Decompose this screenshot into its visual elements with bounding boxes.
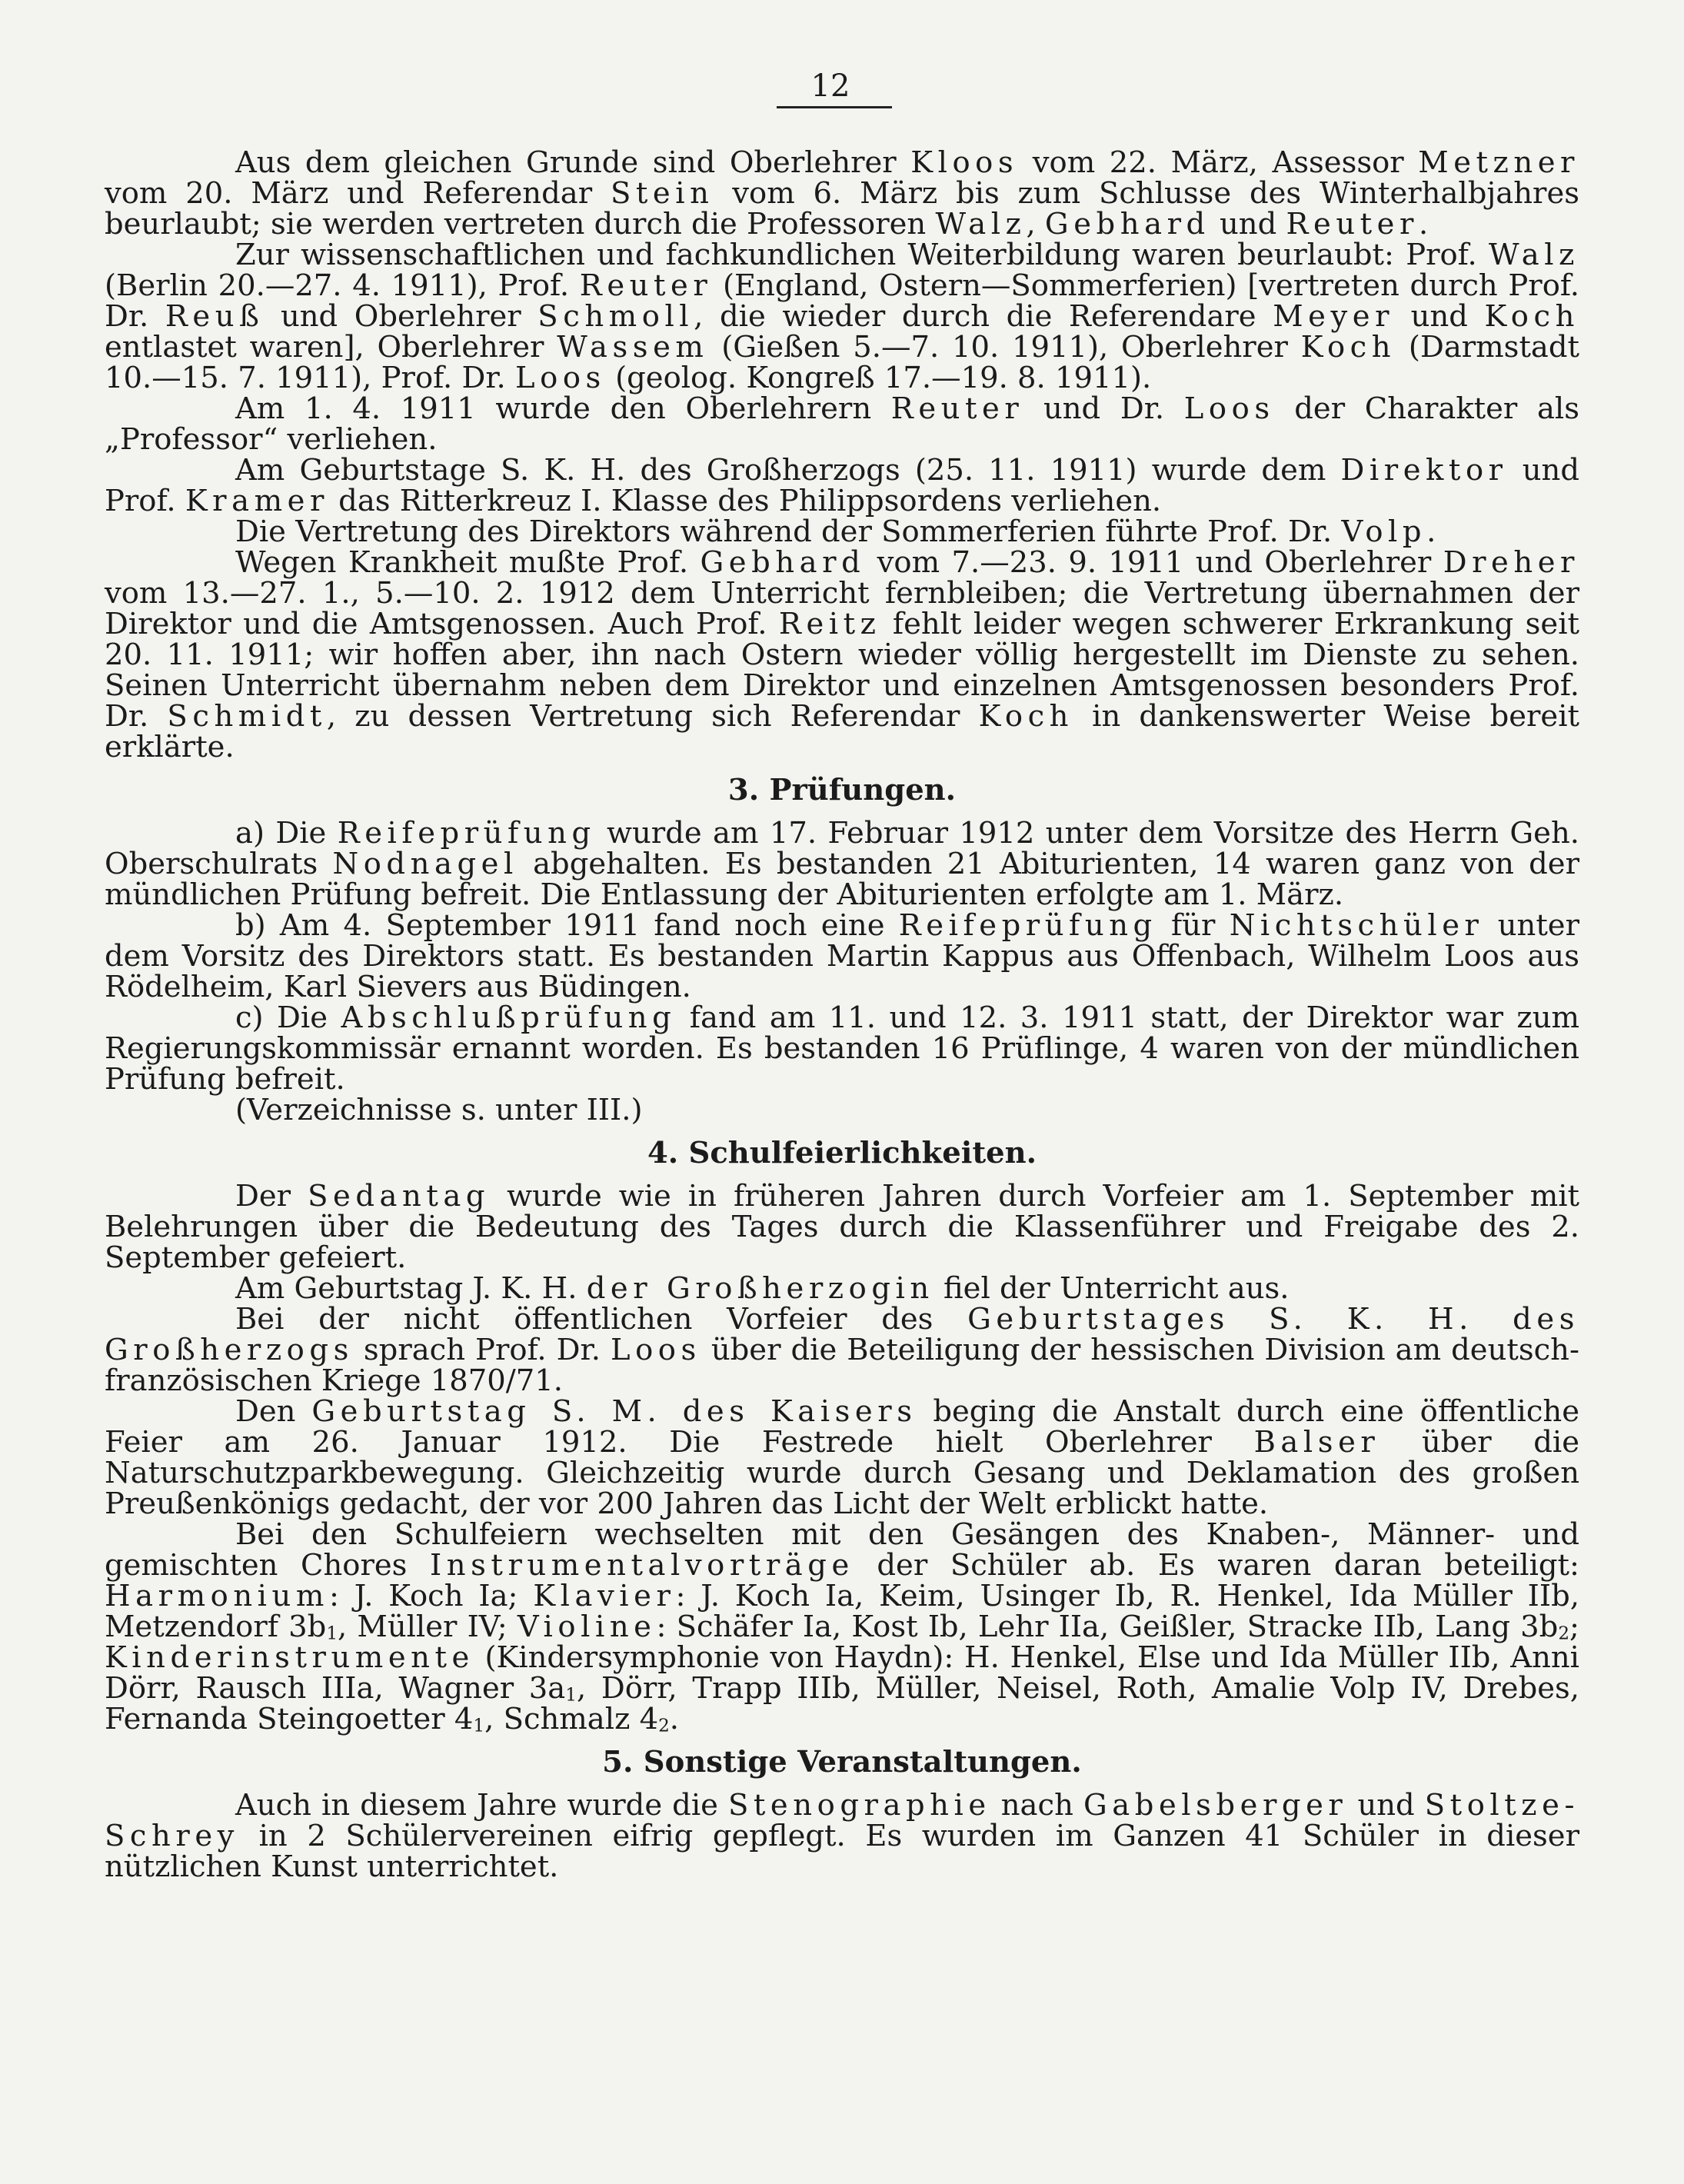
text-run: (Gießen 5.—7. 10. 1911), Oberlehrer <box>708 330 1301 365</box>
emphasized-text: Reifeprüfung <box>337 816 596 851</box>
emphasized-text: Wassem <box>557 330 709 365</box>
text-run: Wegen Krankheit mußte Prof. <box>235 545 701 580</box>
text-run: : J. Koch Ia; <box>328 1579 534 1613</box>
text-run: über die Naturschutzparkbewegung. Gleichzeitig wurde durch Gesang und Deklamation des großen Preußenkönigs gedacht, der vor 200 Jahren das Licht der Welt erblickt hatte. <box>105 1425 1579 1521</box>
paragraph <box>105 145 1580 241</box>
emphasized-text: Nodnagel <box>332 847 518 881</box>
section-heading: 4. Schulfeierlichkeiten. <box>647 1136 1037 1170</box>
text-run: Bei den Schulfeiern wechselten mit den Gesängen des Knaben-, Männer- und gemischten Chores <box>105 1517 1579 1583</box>
emphasized-text: Metzner <box>1418 145 1580 180</box>
subscript-text: 2 <box>658 1716 670 1736</box>
page-body <box>105 145 1580 1884</box>
emphasized-text: Reuter <box>579 268 713 303</box>
text-run: vom 13.—27. 1., 5.—10. 2. 1912 dem Unterricht fernbleiben; die Vertretung übernahmen der Direktor und die Amtsgenossen. Auch Prof. <box>105 576 1579 641</box>
emphasized-text: Sedantag <box>308 1179 491 1214</box>
text-run: Die Vertretung des Direktors während der Sommerferien führte Prof. Dr. <box>235 514 1342 549</box>
emphasized-text: Gebhard <box>1044 207 1210 241</box>
text-run: , die wieder durch die Referendare <box>694 299 1273 334</box>
text-run: fehlt leider wegen schwerer Erkrankung seit 20. 11. 1911; wir hoffen aber, ihn nach Ostern wieder völlig hergestellt im Dienste zu sehen. Seinen Unterricht übernahm neben dem Direktor und einzelnen Amtsgenossen besonders Prof. Dr. <box>105 607 1579 734</box>
text-run: . <box>1418 207 1429 241</box>
emphasized-text: Dreher <box>1443 545 1579 580</box>
paragraph <box>105 545 1579 764</box>
text-run: , <box>1026 207 1045 241</box>
text-run: der Charakter als „Professor“ verliehen. <box>105 391 1579 457</box>
emphasized-text: Schmidt <box>167 699 327 734</box>
emphasized-text: Instrumentalvorträge <box>430 1548 854 1583</box>
text-run: ; <box>1569 1610 1579 1644</box>
text-run: über die Beteiligung der hessischen Division am deutsch-französischen Kriege 1870/71. <box>105 1333 1579 1398</box>
text-run: vom 22. März, Assessor <box>1018 145 1419 180</box>
text-run: Am Geburtstag J. K. H. <box>235 1271 587 1306</box>
text-run: sprach Prof. Dr. <box>353 1333 611 1367</box>
emphasized-text: Geburtstages S. K. H. des Großherzogs <box>105 1302 1580 1367</box>
emphasized-text: Walz <box>935 207 1027 241</box>
subscript-text: 1 <box>473 1716 485 1736</box>
text-run: wurde am 17. Februar 1912 unter dem Vorsitze des Herrn Geh. Oberschulrats <box>105 816 1579 881</box>
text-run: beging die Anstalt durch eine öffentliche Feier am 26. Januar 1912. Die Festrede hielt Oberlehrer <box>105 1394 1579 1460</box>
subscript-text: 1 <box>565 1685 577 1706</box>
text-run: und <box>1347 1788 1425 1823</box>
emphasized-text: Kloos <box>910 145 1019 180</box>
text-run: (Verzeichnisse s. unter III.) <box>235 1093 643 1127</box>
emphasized-text: Harmonium <box>105 1579 329 1613</box>
text-run: Aus dem gleichen Grunde sind Oberlehrer <box>235 145 911 180</box>
paragraph <box>105 1095 1579 1126</box>
paragraph <box>105 1517 1579 1736</box>
text-run: und <box>1394 299 1485 334</box>
emphasized-text: Koch <box>1300 330 1396 365</box>
text-run: : J. Koch Ia, Keim, Usinger Ib, R. Henkel, Ida Müller IIb, Metzendorf 3b <box>105 1579 1579 1644</box>
text-run: nach <box>990 1788 1083 1823</box>
text-run: . <box>1426 514 1436 549</box>
paragraph <box>105 240 1579 394</box>
text-run: Am Geburtstage S. K. H. des Großherzogs (25. 11. 1911) wurde dem <box>235 453 1341 488</box>
emphasized-text: Schmoll <box>537 299 694 334</box>
text-run: vom 6. März bis zum Schlusse des Winterhalbjahres beurlaubt; sie werden vertreten durch die Professoren <box>105 176 1579 241</box>
subscript-text: 1 <box>326 1623 338 1644</box>
text-run: Den <box>235 1394 312 1429</box>
emphasized-text: Abschlußprüfung <box>341 1000 677 1035</box>
text-run: (geolog. Kongreß 17.—19. 8. 1911). <box>605 361 1152 395</box>
emphasized-text: Reuter <box>890 391 1024 426</box>
paragraph <box>105 1273 1579 1304</box>
paragraph <box>105 1181 1579 1273</box>
text-run: , Schmalz 4 <box>484 1702 659 1736</box>
text-run: unter dem Vorsitz des Direktors statt. Es bestanden Martin Kappus aus Offenbach, Wilhelm Loos aus Rödelheim, Karl Sievers aus Büdingen. <box>105 908 1579 1004</box>
text-run: wurde wie in früheren Jahren durch Vorfeier am 1. September mit Belehrungen über die Bedeutung des Tages durch die Klassenführer und Freigabe des 2. September gefeiert. <box>105 1179 1579 1275</box>
emphasized-text: Balser <box>1253 1425 1380 1460</box>
text-run: (England, Ostern—Sommerferien) [vertreten durch Prof. Dr. <box>105 268 1579 334</box>
text-run: (Kindersymphonie von Haydn): H. Henkel, Else und Ida Müller IIb, Anni Dörr, Rausch IIIa, Wagner 3a <box>105 1640 1579 1706</box>
text-run: b) Am 4. September 1911 fand noch eine <box>235 908 899 943</box>
text-run: und Dr. <box>1023 391 1184 426</box>
emphasized-text: Stenographie <box>728 1788 991 1823</box>
emphasized-text: Kinderinstrumente <box>105 1640 474 1675</box>
emphasized-text: Loos <box>1183 391 1275 426</box>
emphasized-text: Geburtstag S. M. des Kaisers <box>311 1394 917 1429</box>
text-run: (Berlin 20.—27. 4. 1911), Prof. <box>105 268 580 303</box>
paragraph <box>105 514 1579 549</box>
paragraph <box>105 818 1579 911</box>
emphasized-text: Volp <box>1341 514 1427 549</box>
emphasized-text: Stein <box>610 176 714 211</box>
text-run: für <box>1157 908 1230 943</box>
paragraph <box>105 908 1579 1004</box>
paragraph <box>105 1000 1579 1097</box>
text-run: und <box>1210 207 1286 241</box>
text-run: a) Die <box>235 816 338 851</box>
text-run: Zur wissenschaftlichen und fachkundlichen Weiterbildung waren beurlaubt: Prof. <box>235 238 1489 272</box>
text-run: und Oberlehrer <box>264 299 538 334</box>
emphasized-text: Reuter <box>1286 207 1419 241</box>
text-run: entlastet waren], Oberlehrer <box>105 330 557 365</box>
emphasized-text: Nichtschüler <box>1229 908 1484 943</box>
text-run: in dankenswerter Weise bereit erklärte. <box>105 699 1579 764</box>
text-run: fiel der Unterricht aus. <box>934 1271 1290 1306</box>
text-run: der Schüler ab. Es waren daran beteiligt: <box>854 1548 1579 1583</box>
emphasized-text: Violine <box>517 1610 657 1644</box>
section-heading: 3. Prüfungen. <box>727 773 957 807</box>
text-run: . <box>669 1702 680 1736</box>
emphasized-text: Loos <box>515 361 606 395</box>
emphasized-text: Koch <box>1484 299 1579 334</box>
text-run: das Ritterkreuz I. Klasse des Philippsordens verliehen. <box>328 484 1162 518</box>
emphasized-text: Gebhard <box>700 545 866 580</box>
emphasized-text: Reifeprüfung <box>898 908 1157 943</box>
emphasized-text: Koch <box>978 699 1074 734</box>
text-run: , Müller IV; <box>338 1610 518 1644</box>
text-run: und Prof. <box>105 453 1579 518</box>
text-run: (Darmstadt 10.—15. 7. 1911), Prof. Dr. <box>105 330 1579 395</box>
text-run: , Dörr, Trapp IIIb, Müller, Neisel, Roth, Amalie Volp IV, Drebes, Fernanda Steingoetter 4 <box>105 1671 1579 1736</box>
text-run: vom 20. März und Referendar <box>105 176 611 211</box>
paragraph <box>105 1304 1579 1397</box>
emphasized-text: Kramer <box>185 484 329 518</box>
text-run: abgehalten. Es bestanden 21 Abiturienten, 14 waren ganz von der mündlichen Prüfung befreit. Die Entlassung der Abiturienten erfolgte am 1. März. <box>105 847 1579 912</box>
text-run: Am 1. 4. 1911 wurde den Oberlehrern <box>235 391 891 426</box>
emphasized-text: Gabelsberger <box>1083 1788 1348 1823</box>
emphasized-text: Stoltze-Schrey <box>105 1788 1580 1853</box>
text-run: , zu dessen Vertretung sich Referendar <box>326 699 979 734</box>
emphasized-text: der Großherzogin <box>586 1271 934 1306</box>
text-run: Auch in diesem Jahre wurde die <box>235 1788 728 1823</box>
text-run: : Schäfer Ia, Kost Ib, Lehr IIa, Geißler, Stracke IIb, Lang 3b <box>656 1610 1559 1644</box>
subscript-text: 2 <box>1558 1623 1570 1644</box>
emphasized-text: Direktor <box>1340 453 1508 488</box>
emphasized-text: Walz <box>1489 238 1579 272</box>
text-run: Bei der nicht öffentlichen Vorfeier des <box>235 1302 968 1337</box>
emphasized-text: Meyer <box>1273 299 1395 334</box>
page-number: 12 <box>810 68 850 104</box>
emphasized-text: Klavier <box>533 1579 676 1613</box>
paragraph <box>105 455 1579 517</box>
emphasized-text: Loos <box>610 1333 701 1367</box>
text-run: c) Die <box>235 1000 341 1035</box>
paragraph <box>105 391 1579 457</box>
emphasized-text: Reitz <box>778 607 881 641</box>
text-run: in 2 Schülervereinen eifrig gepflegt. Es wurden im Ganzen 41 Schüler in dieser nützlichen Kunst unterrichtet. <box>105 1819 1579 1884</box>
paragraph <box>105 1790 1579 1883</box>
text-run: Der <box>235 1179 308 1214</box>
emphasized-text: Reuß <box>165 299 265 334</box>
text-run: fand am 11. und 12. 3. 1911 statt, der Direktor war zum Regierungskommissär ernannt worden. Es bestanden 16 Prüflinge, 4 waren von der mündlichen Prüfung befreit. <box>105 1000 1579 1097</box>
page-number-rule <box>777 106 892 108</box>
text-run: vom 7.—23. 9. 1911 und Oberlehrer <box>865 545 1443 580</box>
paragraph <box>105 1394 1579 1521</box>
section-heading: 5. Sonstige Veranstaltungen. <box>602 1745 1082 1779</box>
